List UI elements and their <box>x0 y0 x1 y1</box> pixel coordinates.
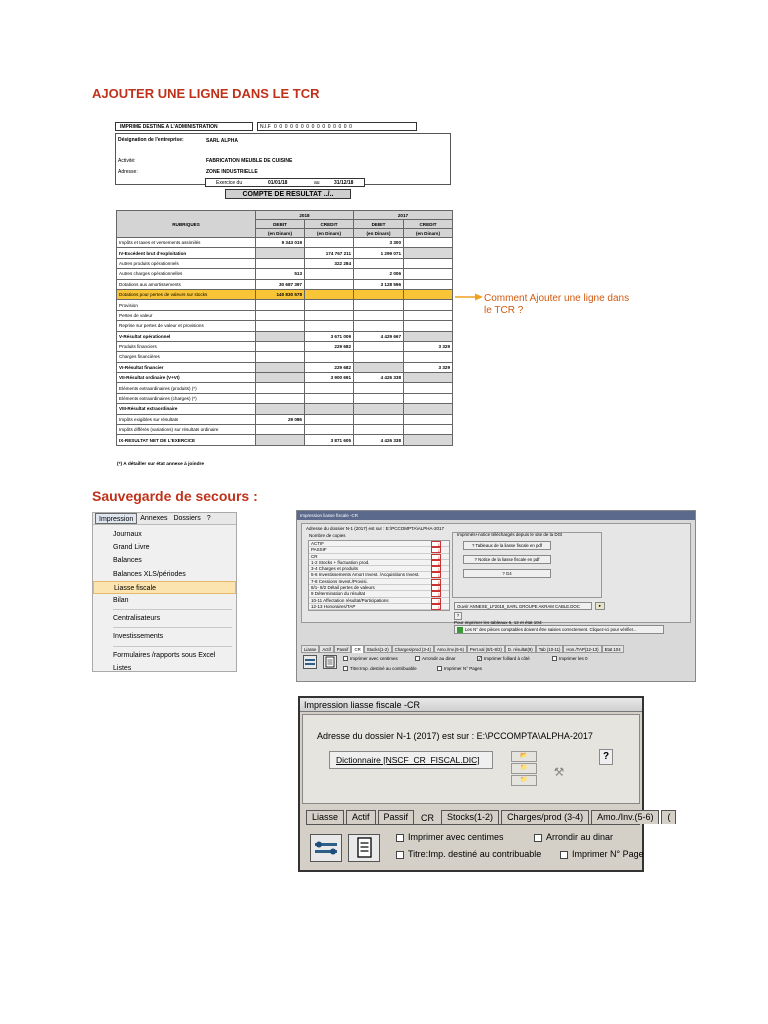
tab-10[interactable]: Hon./TAP(12-13) <box>563 645 601 653</box>
debit-2018 <box>256 300 305 310</box>
copies-count-input[interactable]: 1 <box>431 598 441 604</box>
opt-arrondi[interactable] <box>415 656 456 661</box>
opt-pages-label: Imprimer N° Page <box>572 849 644 859</box>
debit-2018 <box>256 425 305 435</box>
compte-title: COMPTE DE RESULTAT ../.. <box>242 191 334 198</box>
adresse-dossier: Adresse du dossier N-1 (2017) est sur : E:\PCCOMPTA\ALPHA-2017 <box>306 526 444 531</box>
debit-2017 <box>354 258 404 268</box>
notice-pdf-button[interactable] <box>463 555 551 564</box>
opt-titre-label: Titre:Imp. destiné au contribuable <box>350 666 417 671</box>
help-button[interactable]: ? <box>599 749 613 765</box>
opt-centimes-label: Imprimer avec centimes <box>350 656 398 661</box>
help-button[interactable]: ? <box>454 612 462 620</box>
copies-count-input[interactable]: 1 <box>431 591 441 597</box>
tcr-row <box>117 393 453 403</box>
menu-bar <box>93 513 236 525</box>
tab-5[interactable]: Charges/prod (3-4) <box>392 645 434 653</box>
folder-globe-icon[interactable]: 📁 <box>511 775 537 786</box>
row-label: Charges financières <box>117 352 256 362</box>
copies-count-input[interactable]: 1 <box>431 560 441 566</box>
col-debit-2017: DEBIT <box>354 220 404 229</box>
document-icon[interactable] <box>323 655 337 669</box>
credit-2017 <box>404 289 453 299</box>
debit-2017 <box>354 321 404 331</box>
verifier-pieces-label: Les N° des pièces comptables doivent être saisies correctement. Cliquez-ici pour vérifier... <box>465 627 637 632</box>
exercice-to: 31/12/18 <box>334 180 354 186</box>
debit-2018 <box>256 393 305 403</box>
menu-item-formulaires[interactable]: Formulaires /rapports sous Excel <box>113 651 216 659</box>
debit-2018 <box>256 435 305 445</box>
tcr-row <box>117 310 453 320</box>
orange-arrow-icon <box>455 293 483 301</box>
tab-2[interactable]: Passif <box>334 645 352 653</box>
tab-7[interactable]: Pert.val (8/1-8/2) <box>467 645 505 653</box>
tab-4[interactable]: Stocks(1-2) <box>364 645 392 653</box>
tcr-row <box>117 435 453 445</box>
opt-imp-zero-label: Imprimer les 0 <box>559 656 588 661</box>
tab-0[interactable]: Liasse <box>306 810 344 824</box>
debit-2017 <box>354 414 404 424</box>
credit-2018: 3 900 691 <box>305 373 354 383</box>
col-unit: (en Dinars) <box>404 229 453 238</box>
tcr-row <box>117 321 453 331</box>
tableaux-pdf-button[interactable] <box>463 541 551 550</box>
tcr-row <box>117 383 453 393</box>
tcr-form <box>115 118 455 478</box>
credit-2018 <box>305 300 354 310</box>
compte-title-box <box>225 189 351 199</box>
copies-label: ACTIF <box>311 541 324 546</box>
copies-label: 5-6 Investissements Amort Invest. /Acquisitions Invest. <box>311 572 420 578</box>
opt-centimes-label: Imprimer avec centimes <box>408 832 504 842</box>
opt-centimes[interactable] <box>343 656 398 661</box>
imprime-header-box <box>115 122 253 131</box>
tab-7[interactable]: ( <box>661 810 676 824</box>
opt-titre[interactable] <box>343 666 417 671</box>
tab-9[interactable]: Tab (10-11) <box>536 645 564 653</box>
col-2017: 2017 <box>354 211 453 220</box>
dialog-title: Impression liasse fiscale -CR <box>297 511 695 520</box>
col-2018: 2018 <box>256 211 354 220</box>
tools-icon[interactable] <box>310 834 342 862</box>
credit-2017 <box>404 300 453 310</box>
col-unit: (en Dinars) <box>354 229 404 238</box>
menu-item-bilan[interactable]: Bilan <box>113 596 129 604</box>
debit-2018: 513 <box>256 269 305 279</box>
nif-box <box>257 122 417 131</box>
tableaux-pdf-label: Tableaux de la liasse fiscale en pdf <box>475 543 542 548</box>
credit-2018: 229 682 <box>305 341 354 351</box>
debit-2017: 4 426 338 <box>354 435 404 445</box>
copies-label: 9 Détermination du résultat <box>311 591 366 597</box>
tab-3[interactable]: CR <box>416 810 439 824</box>
copies-list <box>308 540 450 611</box>
tab-4[interactable]: Stocks(1-2) <box>441 810 499 824</box>
tcr-row <box>117 404 453 414</box>
row-label: Dotations pour pertes de valeurs sur stocks <box>117 289 256 299</box>
debit-2017 <box>354 404 404 414</box>
debit-2017: 4 429 667 <box>354 331 404 341</box>
debit-2018 <box>256 341 305 351</box>
imprimes-label: Imprimés+notice téléchargés depuis le site de la DGI <box>457 532 563 537</box>
menu-separator <box>113 609 232 610</box>
menu-annexes[interactable]: Annexes <box>140 515 168 522</box>
credit-2017 <box>404 373 453 383</box>
row-label: VII-Résultat ordinaire (V+VI) <box>117 373 256 383</box>
copies-label: 12-13 Honoraires/TAP <box>311 603 356 609</box>
tcr-row <box>117 414 453 424</box>
copies-label: 1-2 Stocks + fluctuation prod. <box>311 559 370 565</box>
credit-2017 <box>404 321 453 331</box>
row-label: Autres produits opérationnels <box>117 258 256 268</box>
copies-row <box>309 604 449 610</box>
credit-2017 <box>404 258 453 268</box>
liasse-dialog-zoom <box>298 696 671 872</box>
debit-2018: 140 830 578 <box>256 289 305 299</box>
tcr-footnote: (*) A détailler sur état annexe à joindre <box>117 462 205 467</box>
tab-8[interactable]: D. résultat(9) <box>505 645 536 653</box>
tcr-row <box>117 248 453 258</box>
tcr-row <box>117 289 453 299</box>
debit-2017 <box>354 341 404 351</box>
copies-count-input[interactable]: 1 <box>431 585 441 591</box>
edit-buttons <box>511 751 537 787</box>
g4-label: G4 <box>505 571 512 576</box>
debit-2017 <box>354 393 404 403</box>
nif-label: N.I.F <box>260 124 271 130</box>
credit-2018: 3 671 009 <box>305 331 354 341</box>
tab-0[interactable]: Liasse <box>301 645 319 653</box>
notice-pdf-label: Notice de la liasse fiscale en pdf <box>478 557 540 562</box>
debit-2018: 29 086 <box>256 414 305 424</box>
tabs-bar <box>301 645 693 653</box>
row-label: VIII-Résultat extraordinaire <box>117 404 256 414</box>
debit-2017 <box>354 289 404 299</box>
menu-impression[interactable]: Impression <box>95 513 137 524</box>
credit-2018 <box>305 289 354 299</box>
credit-2017 <box>404 383 453 393</box>
tcr-row <box>117 425 453 435</box>
copies-label: 7-8 Cessions Invest./Provisi. <box>311 578 368 584</box>
debit-2017: 1 299 071 <box>354 248 404 258</box>
menu-item-grand-livre[interactable]: Grand Livre <box>113 544 150 552</box>
nombre-copies-label: Nombre de copies <box>309 533 346 538</box>
help-glyph: ? <box>474 557 479 562</box>
tcr-row <box>117 331 453 341</box>
credit-2018: 229 682 <box>305 362 354 372</box>
nif-digits: 0 0 0 0 0 0 0 0 0 0 0 0 0 0 0 <box>274 124 353 130</box>
debit-2017 <box>354 383 404 393</box>
opt-folliard-label: Imprimer folliard à côté <box>484 656 530 661</box>
opt-pages[interactable] <box>560 849 644 859</box>
menu-item-balances[interactable]: Balances <box>113 557 142 565</box>
tcr-comment <box>484 293 634 317</box>
menu-item-listes[interactable]: Listes <box>113 664 132 672</box>
credit-2018 <box>305 414 354 424</box>
activite-value: FABRICATION MEUBLE DE CUISINE <box>206 158 293 164</box>
dictionnaire-label: Dictionnaire [NSCF_CR_FISCAL.DIC] <box>336 755 480 765</box>
opt-pages[interactable] <box>437 666 482 671</box>
opt-titre[interactable] <box>396 849 541 859</box>
credit-2018 <box>305 393 354 403</box>
copies-label: PASSIF <box>311 547 327 553</box>
tab-6[interactable]: Amo./Inv.(5-6) <box>591 810 659 824</box>
tcr-row <box>117 373 453 383</box>
debit-2018 <box>256 258 305 268</box>
credit-2018: 322 284 <box>305 258 354 268</box>
help-glyph: ? <box>502 571 506 576</box>
debit-2018 <box>256 404 305 414</box>
credit-2018 <box>305 279 354 289</box>
credit-2018: 3 871 605 <box>305 435 354 445</box>
tabs-bar <box>306 810 678 824</box>
credit-2017 <box>404 269 453 279</box>
menu-item-liasse-fiscale[interactable]: Liasse fiscale <box>93 581 236 594</box>
opt-pages-label: Imprimer N° Pages <box>444 666 483 671</box>
debit-2018 <box>256 362 305 372</box>
tabs-divider <box>306 824 640 825</box>
exercice-au: au <box>314 180 320 186</box>
opt-arrondi[interactable] <box>534 832 613 842</box>
menu-help[interactable]: ? <box>206 515 211 522</box>
col-unit: (en Dinars) <box>305 229 354 238</box>
tcr-row <box>117 362 453 372</box>
credit-2017 <box>404 248 453 258</box>
debit-2017: 2 006 <box>354 269 404 279</box>
opt-arrondi-label: Arrondir au dinar <box>546 832 614 842</box>
copies-label: 3-4 Charges et produits <box>311 566 359 572</box>
open-folder-icon[interactable]: ▸ <box>595 602 605 610</box>
copies-count-input[interactable]: 1 <box>431 572 441 578</box>
ouvrir-annexe-label: Ouvrir ANNEXE_LF2018_SARL GROUPE AKRAM CABLE.DOC <box>457 604 580 609</box>
opt-titre-label: Titre:Imp. destiné au contribuable <box>408 849 542 859</box>
tcr-row <box>117 300 453 310</box>
row-label: Reprise sur pertes de valeur et provisions <box>117 321 256 331</box>
credit-2017 <box>404 404 453 414</box>
imprime-label: IMPRIME DESTINE A L'ADMINISTRATION <box>120 124 218 130</box>
dialog-frame <box>301 523 691 623</box>
debit-2018: 9 343 019 <box>256 238 305 248</box>
credit-2017 <box>404 279 453 289</box>
tcr-row <box>117 279 453 289</box>
adresse-dossier: Adresse du dossier N-1 (2017) est sur : E:\PCCOMPTA\ALPHA-2017 <box>317 731 593 741</box>
adresse-label: Adresse: <box>118 169 138 175</box>
row-label: Pertes de valeur <box>117 310 256 320</box>
copies-label: 8/1- 8/2 Détail pertes de valeurs <box>311 585 375 591</box>
liasse-dialog-small <box>296 510 696 682</box>
check-icon <box>457 627 463 633</box>
exercice-from: 01/01/18 <box>268 180 288 186</box>
row-label: Produits financiers <box>117 341 256 351</box>
credit-2017 <box>404 238 453 248</box>
tools-icon[interactable] <box>303 655 317 669</box>
row-label: IX-RESULTAT NET DE L'EXERCICE <box>117 435 256 445</box>
row-label: Impôts différés (variations) sur résultats ordinaire <box>117 425 256 435</box>
menu-item-centralisateurs[interactable]: Centralisateurs <box>113 615 161 623</box>
debit-2018 <box>256 310 305 320</box>
document-icon[interactable] <box>348 834 380 862</box>
tools-grid-icon[interactable]: ⚒ <box>553 765 565 779</box>
credit-2018 <box>305 352 354 362</box>
credit-2017 <box>404 331 453 341</box>
debit-2018 <box>256 383 305 393</box>
debit-2017 <box>354 425 404 435</box>
col-unit: (en Dinars) <box>256 229 305 238</box>
debit-2018 <box>256 248 305 258</box>
debit-2018 <box>256 331 305 341</box>
open-folder-icon[interactable]: 📂 <box>511 751 537 762</box>
tab-5[interactable]: Charges/prod (3-4) <box>501 810 589 824</box>
row-label: Provision <box>117 300 256 310</box>
opt-imp-zero[interactable] <box>552 656 588 661</box>
tcr-row <box>117 341 453 351</box>
exercice-label: Exercice du <box>216 180 243 186</box>
debit-2017 <box>354 300 404 310</box>
dialog-title: Impression liasse fiscale -CR <box>300 698 642 712</box>
ouvrir-annexe-button[interactable] <box>454 602 592 610</box>
credit-2017: 3 329 <box>404 362 453 372</box>
menu-item-investissements[interactable]: Investissements <box>113 633 164 641</box>
credit-2018 <box>305 321 354 331</box>
credit-2018 <box>305 310 354 320</box>
copies-label: 10-11 Affectation résultat/Participations <box>311 597 389 603</box>
adresse-value: ZONE INDUSTRIELLE <box>206 169 258 175</box>
dialog-frame <box>302 714 640 804</box>
help-glyph: ? <box>472 543 476 548</box>
credit-2017 <box>404 435 453 445</box>
tab-11[interactable]: Etat 104 <box>602 645 624 653</box>
designation-value: SARL ALPHA <box>206 138 238 144</box>
debit-2017 <box>354 352 404 362</box>
copies-count-input[interactable]: 1 <box>431 566 441 572</box>
row-label: VI-Résultat financier <box>117 362 256 372</box>
tcr-table <box>116 210 453 446</box>
credit-2017 <box>404 425 453 435</box>
tab-1[interactable]: Actif <box>346 810 376 824</box>
tab-2[interactable]: Passif <box>378 810 415 824</box>
tcr-row <box>117 258 453 268</box>
credit-2017 <box>404 393 453 403</box>
credit-2017 <box>404 310 453 320</box>
dictionnaire-button[interactable] <box>329 751 493 769</box>
row-label: Dotations aux amortissements <box>117 279 256 289</box>
row-label: Autres charges opérationnelles <box>117 269 256 279</box>
tcr-row <box>117 238 453 248</box>
row-label: Impôts et taxes et versements assimilés <box>117 238 256 248</box>
debit-2017 <box>354 362 404 372</box>
row-label: Eléments extraordinaires (produits) (*) <box>117 383 256 393</box>
heading-backup: Sauvegarde de secours : <box>92 488 258 504</box>
g4-button[interactable] <box>463 569 551 578</box>
copies-count-input[interactable]: 1 <box>431 541 441 547</box>
imprimes-group <box>452 532 602 598</box>
credit-2018 <box>305 425 354 435</box>
heading-add-line: AJOUTER UNE LIGNE DANS LE TCR <box>92 86 320 101</box>
col-debit-2018: DEBIT <box>256 220 305 229</box>
tab-1[interactable]: Actif <box>319 645 333 653</box>
col-credit-2018: CREDIT <box>305 220 354 229</box>
copies-count-input[interactable]: 1 <box>431 554 441 560</box>
verifier-pieces-button[interactable] <box>454 625 664 634</box>
folder-add-icon[interactable]: 📁 <box>511 763 537 774</box>
debit-2017: 3 128 596 <box>354 279 404 289</box>
credit-2018: 174 767 211 <box>305 248 354 258</box>
menu-separator <box>113 646 232 647</box>
row-label: IV-Excédent brut d'exploitation <box>117 248 256 258</box>
copies-label: CR <box>311 553 318 559</box>
tcr-row <box>117 352 453 362</box>
menu-separator <box>113 627 232 628</box>
impression-dropdown <box>93 525 236 675</box>
debit-2017: 3 300 <box>354 238 404 248</box>
debit-2017: 4 426 338 <box>354 373 404 383</box>
credit-2017: 3 329 <box>404 341 453 351</box>
tab-6[interactable]: Amo./Inv.(5-6) <box>434 645 467 653</box>
debit-2018 <box>256 321 305 331</box>
row-label: Impôts exigibles sur résultats <box>117 414 256 424</box>
debit-2018: 30 687 397 <box>256 279 305 289</box>
col-credit-2017: CREDIT <box>404 220 453 229</box>
pour-imprimer-label: Pour imprimer les tableaux 6, 12 et état 104: <box>454 620 543 625</box>
menu-item-journaux[interactable]: Journaux <box>113 531 142 538</box>
credit-2017 <box>404 414 453 424</box>
exercice-box <box>205 178 365 187</box>
credit-2018 <box>305 404 354 414</box>
tab-3[interactable]: CR <box>351 645 363 653</box>
impression-menu-screenshot <box>92 512 237 672</box>
debit-2017 <box>354 310 404 320</box>
row-label: V-Résultat opérationnel <box>117 331 256 341</box>
designation-label: Désignation de l'entreprise: <box>118 137 184 143</box>
activite-label: Activité: <box>118 158 136 164</box>
credit-2017 <box>404 352 453 362</box>
menu-dossiers[interactable]: Dossiers <box>173 515 201 522</box>
copies-count-input[interactable]: 1 <box>431 547 441 553</box>
row-label: Eléments extraordinaires (charges) (*) <box>117 393 256 403</box>
tcr-comment-text: Comment Ajouter une ligne dans le TCR ? <box>484 293 630 316</box>
debit-2018 <box>256 373 305 383</box>
debit-2018 <box>256 352 305 362</box>
menu-item-balances-xls[interactable]: Balances XLS/périodes <box>113 570 186 578</box>
col-rubriques: RUBRIQUES <box>117 211 256 238</box>
credit-2018 <box>305 238 354 248</box>
opt-folliard[interactable]: ✓ Imprimer folliard à côté <box>478 656 530 662</box>
copies-count-input[interactable]: 1 <box>431 579 441 585</box>
credit-2018 <box>305 383 354 393</box>
opt-arrondi-label: Arrondir au dinar <box>422 656 456 661</box>
tcr-row <box>117 269 453 279</box>
copies-count-input[interactable]: 1 <box>431 604 441 610</box>
credit-2018 <box>305 269 354 279</box>
opt-centimes[interactable] <box>396 832 504 842</box>
